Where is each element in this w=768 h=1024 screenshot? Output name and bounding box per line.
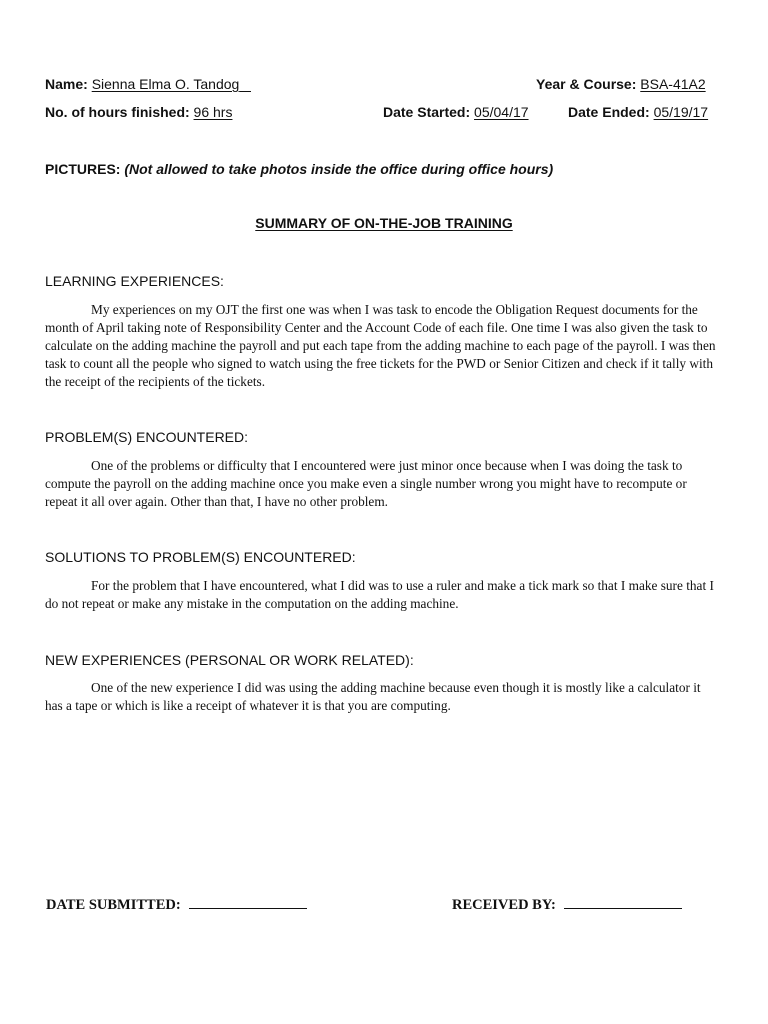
pictures-line <box>45 160 553 178</box>
received-by-field <box>452 894 682 914</box>
hours-label: No. of hours finished: <box>45 104 190 120</box>
date-started-field <box>383 103 529 121</box>
received-by-label: RECEIVED BY: <box>452 897 556 913</box>
problems-heading: PROBLEM(S) ENCOUNTERED: <box>45 429 249 445</box>
hours-field <box>45 103 232 121</box>
new-experiences-heading: NEW EXPERIENCES (PERSONAL OR WORK RELATED): <box>45 652 414 668</box>
name-value: Sienna Elma O. Tandog <box>91 76 240 92</box>
year-course-label: Year & Course: <box>536 76 637 92</box>
date-submitted-blank <box>189 894 307 909</box>
solutions-body: For the problem that I have encountered, what I did was to use a ruler and make a tick mark so that I make sure that I do not repeat or make any mistake in the computation on the adding machine. <box>45 578 714 611</box>
year-course-value: BSA-41A2 <box>640 76 706 92</box>
learning-body: My experiences on my OJT the first one was when I was task to encode the Obligation Request documents for the month of April taking note of Responsibility Center and the Account Code of each file. One time I was also given the task to calculate on the adding machine the payroll and put each tape from the adding machine to each page of the payroll. I was then task to count all the people who signed to watch using the free tickets for the PWD or Senior Citizen and check if it tally with the receipt of the recipients of the tickets. <box>45 302 716 389</box>
year-course-field <box>536 75 706 93</box>
date-submitted-label: DATE SUBMITTED: <box>46 897 181 913</box>
date-ended-value: 05/19/17 <box>653 104 709 120</box>
hours-value: 96 hrs <box>193 104 233 120</box>
received-by-blank <box>564 894 682 909</box>
page-title: SUMMARY OF ON-THE-JOB TRAINING <box>255 215 513 231</box>
new-experiences-body: One of the new experience I did was using the adding machine because even though it is mostly like a calculator it has a tape or which is like a receipt of whatever it is that you are computing. <box>45 680 701 713</box>
name-field <box>45 75 251 93</box>
problems-body: One of the problems or difficulty that I encountered were just minor once because when I was doing the task to compute the payroll on the adding machine once you make even a single number wrong you might have to recompute or repeat it all over again. Other than that, I have no other problem. <box>45 458 687 509</box>
learning-heading: LEARNING EXPERIENCES: <box>45 273 224 289</box>
date-ended-label: Date Ended: <box>568 104 650 120</box>
date-submitted-field <box>46 894 307 914</box>
solutions-heading: SOLUTIONS TO PROBLEM(S) ENCOUNTERED: <box>45 549 356 565</box>
date-started-label: Date Started: <box>383 104 471 120</box>
date-ended-field <box>568 103 708 121</box>
pictures-note: (Not allowed to take photos inside the office during office hours) <box>124 161 554 177</box>
date-started-value: 05/04/17 <box>474 104 529 120</box>
name-underline-pad <box>239 76 251 92</box>
name-label: Name: <box>45 76 88 92</box>
pictures-label: PICTURES: <box>45 161 121 177</box>
